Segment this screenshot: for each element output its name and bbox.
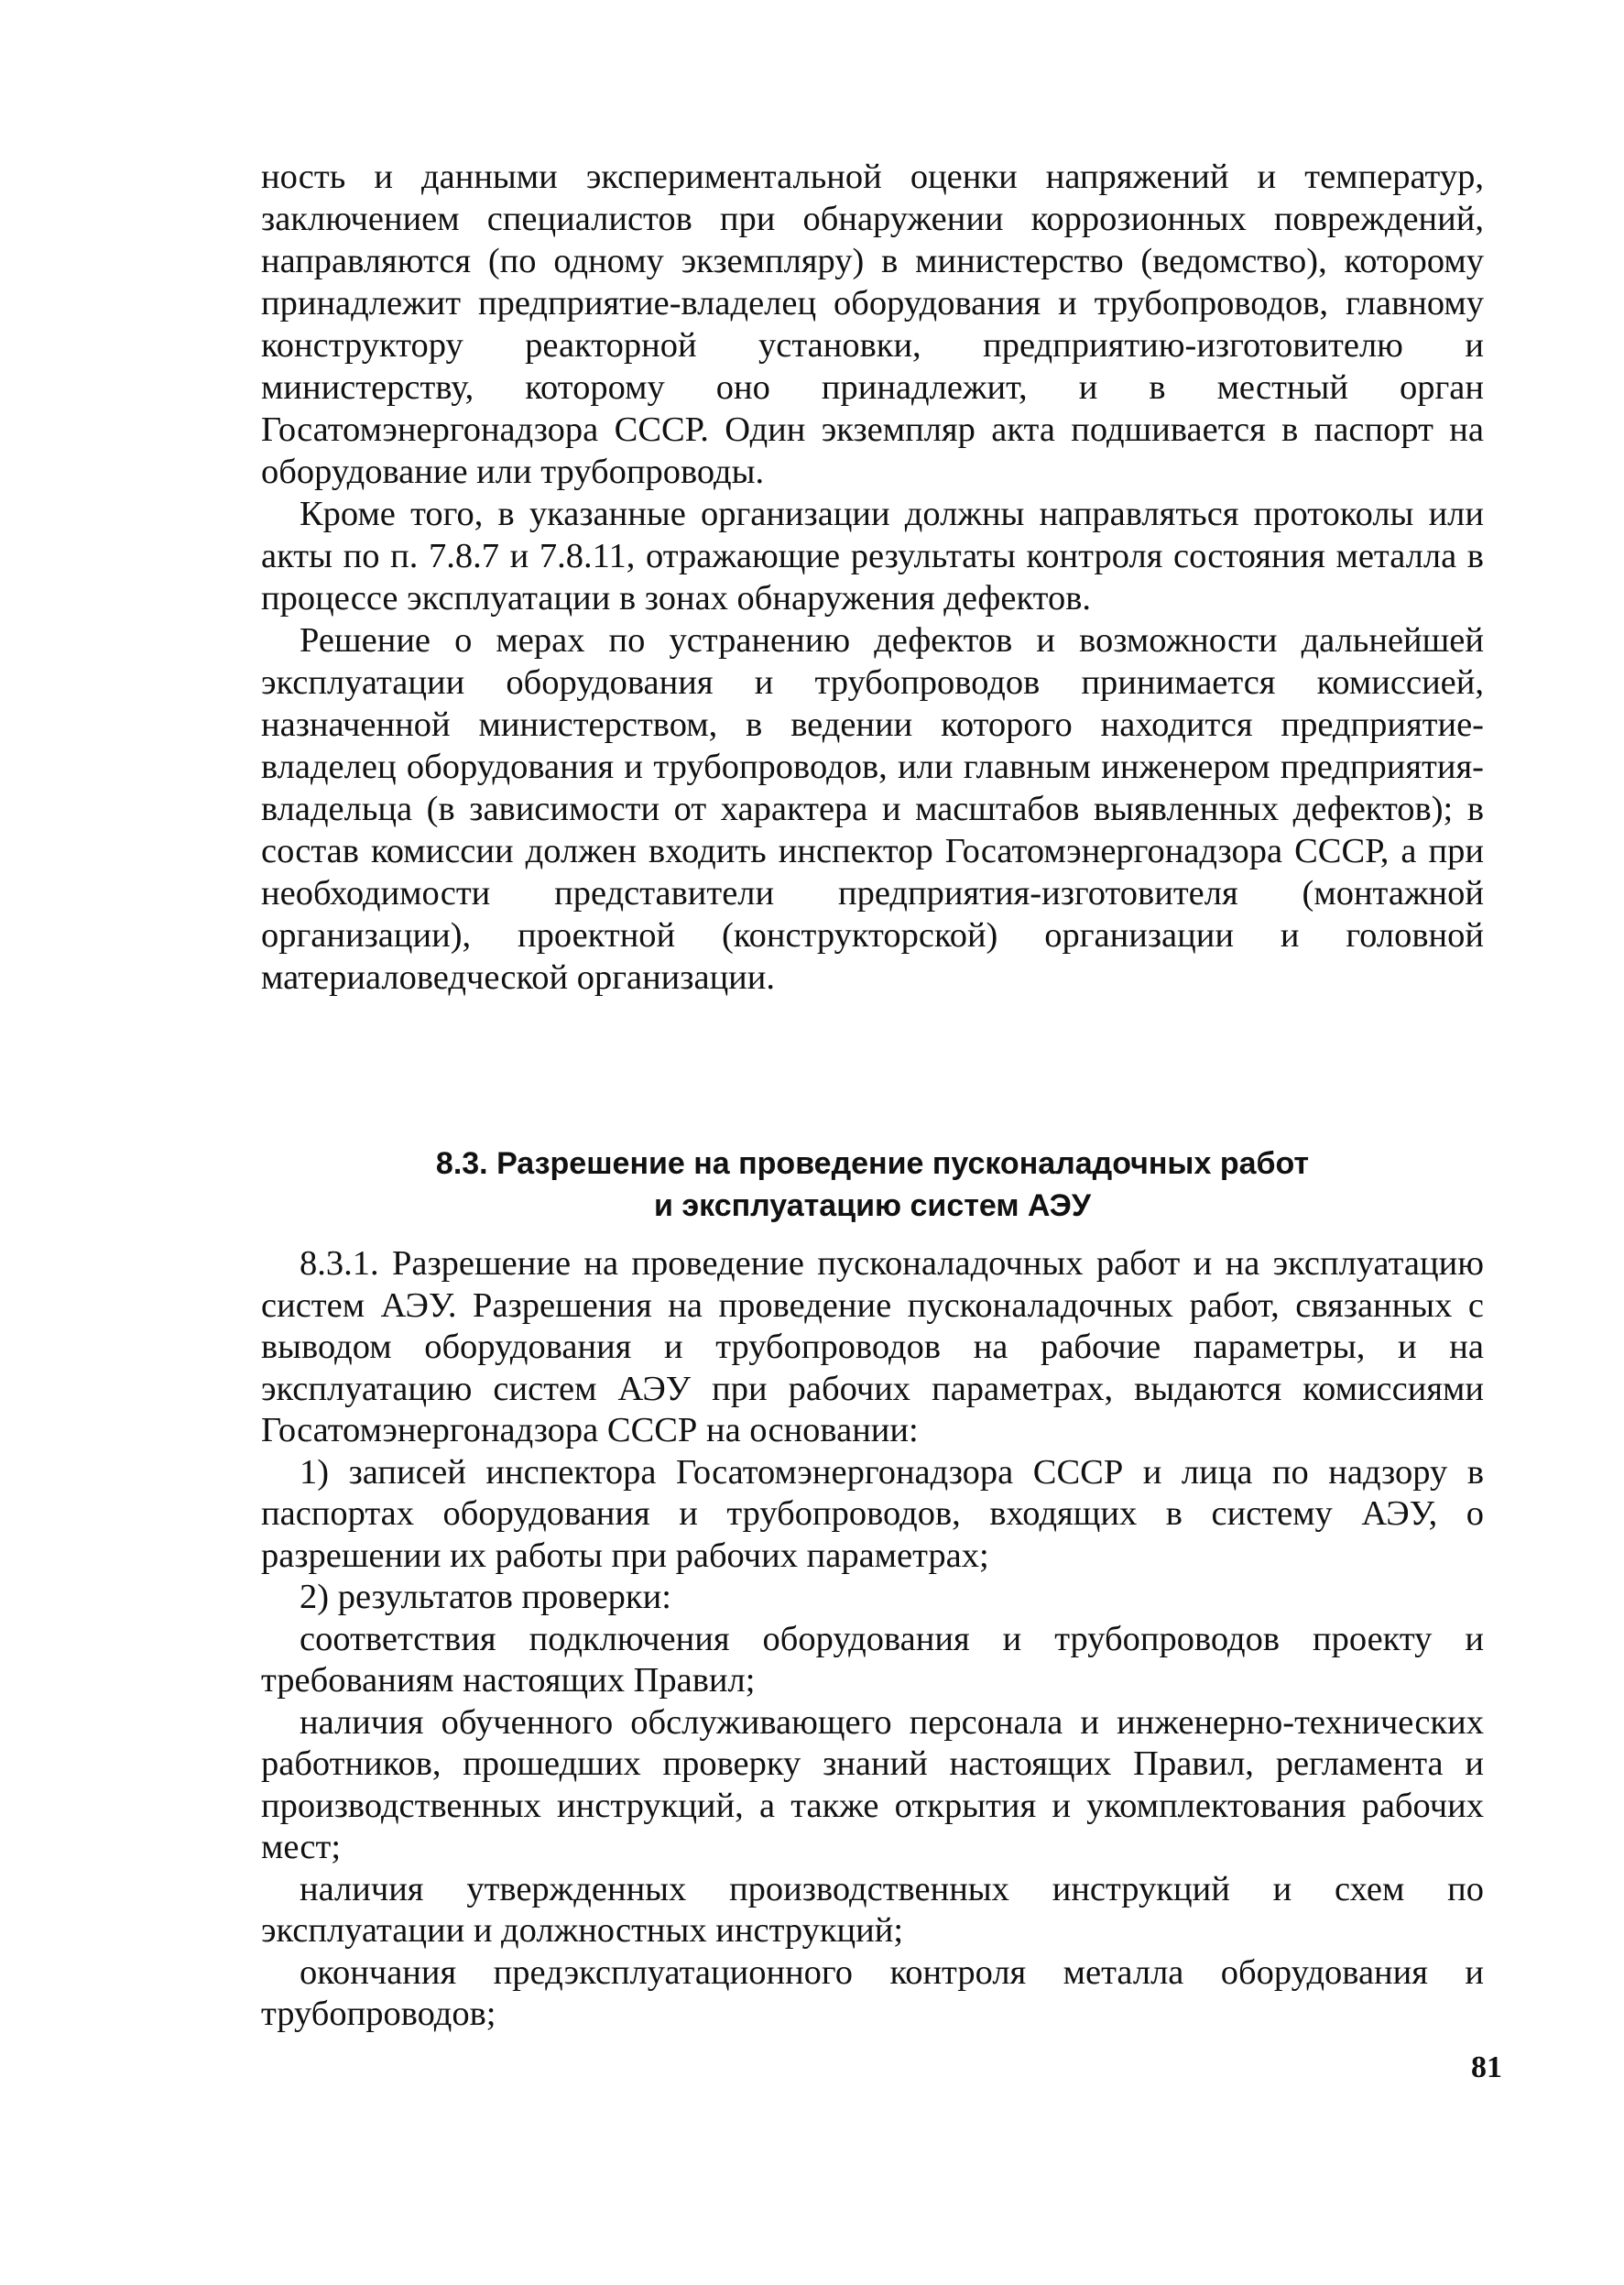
check-item-personnel: наличия обученного обслуживающего персонала и инженерно-технических работников, прошедших проверку знаний настоящих Правил, регламента и производственных инструкций, а также открытия и укомплектования рабочих мест; (261, 1702, 1484, 1866)
section-heading (261, 1142, 1484, 1227)
page-number: 81 (1471, 2050, 1502, 2084)
paragraph-act-distribution: ность и данными экспериментальной оценки напряжений и температур, заключением специалистов при обнаружении коррозионных повреждений, направляются (по одному экземпляру) в министерство (ведомство), которому принадлежит предприятие-владелец оборудования и трубопроводов, главному конструктору реакторной установки, предприятию-изготовителю и министерству, которому оно принадлежит, и в местный орган Госатомэнергонадзора СССР. Один экземпляр акта подшивается в паспорт на оборудование или трубопроводы. (261, 158, 1484, 491)
list-item-1: 1) записей инспектора Госатомэнергонадзора СССР и лица по надзору в паспортах оборудования и трубопроводов, входящих в систему АЭУ, о разрешении их работы при рабочих параметрах; (261, 1452, 1484, 1575)
body-text-upper (261, 156, 1484, 999)
paragraph-defect-decision: Решение о мерах по устранению дефектов и возможности дальнейшей эксплуатации оборудования и трубопроводов принимается комиссией, назначенной министерством, в ведении которого находится предприятие-владелец оборудования и трубопроводов, или главным инженером предприятия-владельца (в зависимости от характера и масштабов выявленных дефектов); в состав комиссии должен входить инспектор Госатомэнергонадзора СССР, а при необходимости представители предприятия-изготовителя (монтажной организации), проектной (конструкторской) организации и головной материаловедческой организации. (261, 621, 1484, 997)
paragraph-protocols: Кроме того, в указанные организации должны направляться протоколы или акты по п. 7.8.7 и 7.8.11, отражающие результаты контроля состояния металла в процессе эксплуатации в зонах обнаружения дефектов. (261, 495, 1484, 618)
list-item-2: 2) результатов проверки: (300, 1578, 671, 1616)
check-item-compliance: соответствия подключения оборудования и трубопроводов проекту и требованиям настоящих Правил; (261, 1619, 1484, 1700)
paragraph-8-3-1: 8.3.1. Разрешение на проведение пусконаладочных работ и на эксплуатацию систем АЭУ. Разрешения на проведение пусконаладочных работ, связанных с выводом оборудования и трубопроводов на рабочие параметры, и на эксплуатацию систем АЭУ при рабочих параметрах, выдаются комиссиями Госатомэнергонадзора СССР на основании: (261, 1244, 1484, 1449)
check-item-metal-control: окончания предэксплуатационного контроля металла оборудования и трубопроводов; (261, 1952, 1484, 2033)
section-heading-line-1: 8.3. Разрешение на проведение пусконаладочных работ (435, 1146, 1310, 1181)
section-heading-line-2: и эксплуатацию систем АЭУ (654, 1188, 1091, 1223)
check-item-instructions: наличия утвержденных производственных инструкций и схем по эксплуатации и должностных инструкций; (261, 1869, 1484, 1950)
body-text-lower (261, 1243, 1484, 2036)
